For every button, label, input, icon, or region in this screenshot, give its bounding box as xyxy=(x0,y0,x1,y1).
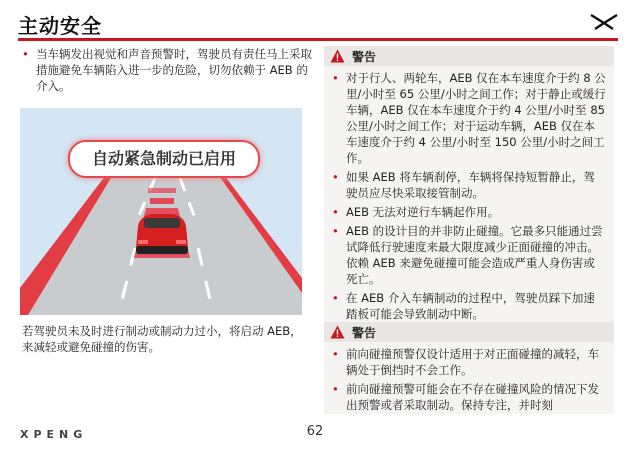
warning-item: • 对于行人、两轮车，AEB 仅在本车速度介于约 8 公里/小时至 65 公里/小时之间工作；对于静止或缓行车辆，AEB 仅在本车速度介于约 4 公里/小时至 85 公里/小时之间工作；对于运动车辆，AEB 仅在本车速度介于约 4 公里/小时至 150 公里/小时之间工作。 xyxy=(332,71,606,165)
page-number: 62 xyxy=(306,424,324,439)
page-title: 主动安全 xyxy=(18,14,102,38)
warning-box-2 xyxy=(324,322,614,414)
header-divider xyxy=(18,38,618,41)
left-note: 若驾驶员未及时进行制动或制动力过小，将启动 AEB，来减轻或避免碰撞的伤害。 xyxy=(22,324,302,354)
bullet-dot: • xyxy=(22,47,29,61)
warning-box-1 xyxy=(324,46,614,331)
warning-title: 警告 xyxy=(352,50,377,64)
left-bullet xyxy=(22,46,312,94)
left-bullet-text: 当车辆发出视觉和声音预警时，驾驶员有责任马上采取措施避免车辆陷入进一步的危险，切勿依赖于 AEB 的介入。 xyxy=(36,47,312,93)
warning-header xyxy=(324,46,614,66)
warning-title: 警告 xyxy=(352,326,377,340)
aeb-active-banner: 自动紧急制动已启用 xyxy=(68,140,260,178)
warning-item: • 如果 AEB 将车辆刹停，车辆将保持短暂静止，驾驶员应尽快采取接管制动。 xyxy=(332,170,595,200)
xpeng-logo-icon xyxy=(590,14,618,30)
warning-item: • AEB 的设计目的并非防止碰撞。它最多只能通过尝试降低行驶速度来最大限度减少正面碰撞的冲击。依赖 AEB 来避免碰撞可能会造成严重人身伤害或死亡。 xyxy=(332,224,603,286)
page-header xyxy=(18,8,618,38)
footer-brand: XPENG xyxy=(20,428,88,441)
aeb-illustration xyxy=(20,108,302,315)
warning-triangle-icon xyxy=(330,49,345,63)
warning-triangle-icon xyxy=(330,325,345,339)
warning-item: • 前向碰撞预警可能会在不存在碰撞风险的情况下发出预警或者采取制动。保持专注，并时刻 xyxy=(332,382,599,412)
warning-item: • 前向碰撞预警仅设计适用于对正面碰撞的减轻，车辆处于倒挡时不会工作。 xyxy=(332,347,599,377)
warning-item: • AEB 无法对逆行车辆起作用。 xyxy=(332,205,500,219)
warning-item: • 在 AEB 介入车辆制动的过程中，驾驶员踩下加速踏板可能会导致制动中断。 xyxy=(332,291,595,321)
warning-header xyxy=(324,322,614,342)
